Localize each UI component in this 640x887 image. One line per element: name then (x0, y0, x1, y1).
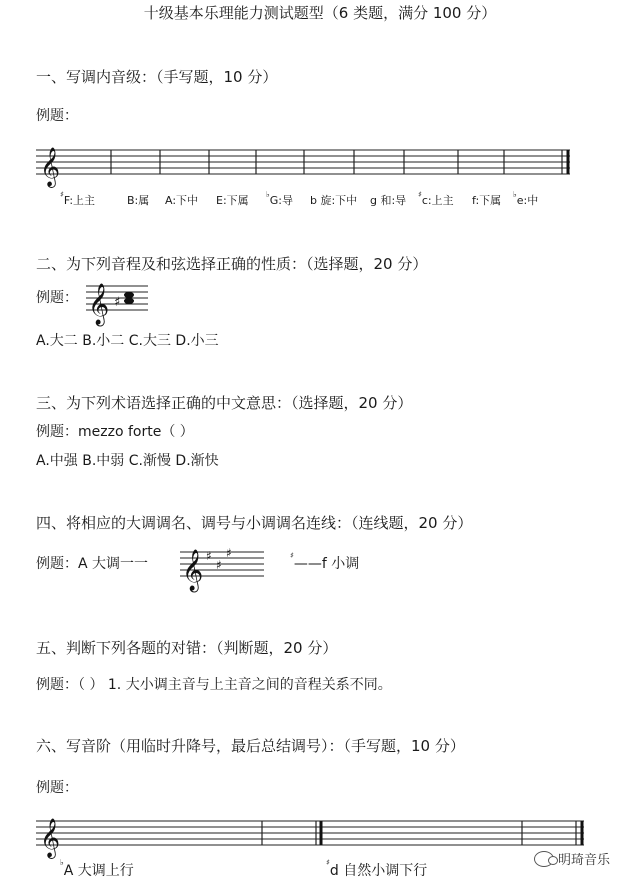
page-title: 十级基本乐理能力测试题型（6 类题，满分 100 分） (143, 4, 497, 22)
section-1-label: A:下中 (165, 194, 199, 207)
section-6-label-2: ♯d 自然小调下行 (326, 858, 428, 879)
wechat-icon (534, 851, 554, 867)
treble-clef-icon: 𝄞 (182, 550, 204, 591)
section-3-heading: 三、为下列术语选择正确的中文意思：（选择题，20 分） (36, 394, 413, 412)
section-6-staff (36, 815, 596, 858)
section-3-options: A.中强 B.中弱 C.渐慢 D.渐快 (36, 453, 219, 469)
section-1-label: B:属 (127, 194, 150, 207)
section-2-options: A.大二 B.小二 C.大三 D.小三 (36, 333, 219, 349)
section-5-example: 例题：（ ） 1. 大小调主音与上主音之间的音程关系不同。 (36, 677, 392, 693)
section-2-staff (86, 276, 156, 324)
sharp-icon: ♯ (216, 558, 222, 572)
section-2-heading: 二、为下列音程及和弦选择正确的性质：（选择题，20 分） (36, 255, 428, 273)
sharp-icon: ♯ (114, 295, 121, 310)
watermark (534, 849, 610, 868)
sharp-icon: ♯ (226, 546, 232, 560)
watermark-text: 明琦音乐 (558, 853, 611, 868)
treble-clef-icon: 𝄞 (40, 818, 61, 858)
section-2-example-label: 例题： (36, 290, 78, 306)
sharp-icon: ♯ (206, 549, 212, 563)
section-4-key-signature (180, 538, 270, 591)
section-1-label: f:下属 (472, 194, 502, 207)
section-1-label: ♯F:上主 (60, 190, 96, 207)
treble-clef-icon: 𝄞 (88, 284, 110, 325)
section-1-staff (36, 146, 576, 186)
section-4-heading: 四、将相应的大调调名、调号与小调调名连线：（连线题，20 分） (36, 514, 473, 532)
section-6-label-1: ♭A 大调上行 (60, 858, 134, 879)
section-5-heading: 五、判断下列各题的对错：（判断题，20 分） (36, 639, 338, 657)
section-1-label: b 旋:下中 (310, 194, 358, 207)
section-1-label: g 和:导 (370, 194, 407, 207)
section-1-label: ♭G:导 (266, 190, 294, 207)
section-1-label: ♭e:中 (513, 190, 539, 207)
section-1-label: E:下属 (216, 194, 249, 207)
section-4-left-text: 例题：A 大调一一 (36, 556, 149, 572)
section-3-example: 例题：mezzo forte（ ） (36, 424, 194, 440)
treble-clef-icon: 𝄞 (40, 147, 61, 187)
section-1-label: ♯c:上主 (418, 190, 454, 207)
section-1-example-label: 例题： (36, 108, 78, 124)
section-6-example-label: 例题： (36, 780, 78, 796)
section-6-heading: 六、写音阶（用临时升降号，最后总结调号）：（手写题，10 分） (36, 737, 465, 755)
section-1-heading: 一、写调内音级：（手写题，10 分） (36, 68, 278, 86)
section-4-right-text: ♯——f 小调 (290, 551, 360, 572)
